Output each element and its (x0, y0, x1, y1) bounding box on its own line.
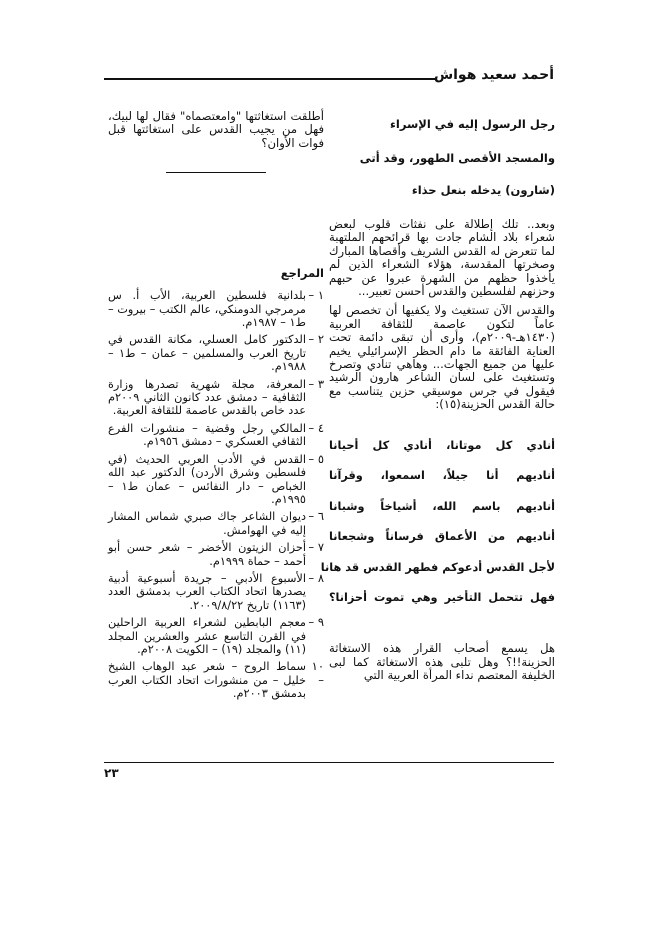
reference-text: الأسبوع الأدبي – جريدة أسبوعية أدبية يصدرها اتحاد الكتاب العرب بدمشق العدد (١١٦٣) تاريخ ٢٠٠٩/٨/٢٢. (108, 571, 306, 612)
header-rule (104, 78, 436, 80)
heading-line-1: رجل الرسول إليه في الإسراء (390, 117, 555, 131)
reference-text: سماط الروح – شعر عبد الوهاب الشيخ خليل – من منشورات اتحاد الكتاب العرب بدمشق ٢٠٠٣م. (108, 660, 306, 701)
reference-number: ٥ – (308, 451, 324, 466)
references-title: المراجع (280, 266, 324, 281)
page-header (104, 66, 554, 88)
reference-item (108, 510, 324, 537)
left-column (108, 106, 324, 705)
reference-text: أحزان الزيتون الأخضر – شعر حسن أبو أحمد – حماة ١٩٩٩م. (108, 541, 306, 568)
verse-line-1: أنادي كل موتانا، أنادي كل أحيانا (329, 438, 555, 452)
section-separator (166, 172, 266, 173)
reference-number: ٧ – (308, 540, 324, 555)
heading-line-3: (شارون) يدخله بنعل حذاء (411, 183, 555, 197)
reference-text: المعرفة، مجلة شهرية تصدرها وزارة الثقافية – دمشق عدد كانون الثاني ٢٠٠٩م عدد خاص بالقدس عاصمة للثقافة العربية. (108, 377, 306, 418)
reference-item (108, 541, 324, 568)
author-name: أحمد سعيد هواش (433, 67, 554, 83)
references-list (108, 289, 324, 700)
reference-text: معجم البابطين لشعراء العربية الراحلين في القرن التاسع عشر والعشرين المجلد (١١) والمجلد (١٩) – الكويت ٢٠٠٨م. (108, 616, 306, 656)
reference-number: ٢ – (308, 332, 324, 347)
page-number: ٢٣ (104, 766, 119, 780)
reference-number: ٣ – (308, 376, 324, 391)
reference-item (108, 660, 324, 700)
reference-number: ٨ – (308, 570, 324, 585)
reference-item (108, 333, 324, 373)
reference-text: القدس في الأدب العربي الحديث (في فلسطين وشرق الأردن) الدكتور عبد الله الخباص – دار النفائس – عمان ط١ – ١٩٩٥م. (108, 452, 306, 506)
reference-text: المالكي رجل وقضية – منشورات الفرع الثقافي العسكري – دمشق ١٩٥٦م. (108, 421, 306, 449)
verse-line-2: أناديهم أنا جيلاً، اسمعوا، وقرآنا (329, 469, 555, 483)
reference-number: ٤ – (308, 420, 324, 435)
footer-rule (104, 762, 554, 763)
reference-item (108, 572, 324, 612)
reference-number: ١٠ – (311, 659, 324, 687)
paragraph-2: والقدس الآن تستغيث ولا يكفيها أن تخصص لها عاماً لتكون عاصمة للثقافة العربية (١٤٣٠هـ-٢٠٠٩م)، وأرى أن تبقى دائمة تحت العناية الفائقة ما دام الحظر الإسرائيلي يخيم عليها من جميع الجهات... وهاهي تنادي وتصرخ وتستغيث على لسان الشاعر هارون الرشيد فيقول في جرس موسيقي حزين يتناسب مع حالة القدس الحزينة(١٥): (329, 303, 555, 412)
reference-item (108, 453, 324, 507)
reference-number: ١ – (308, 288, 324, 303)
verse-line-5: لأجل القدس أدعوكم فطهر القدس قد هانا (320, 560, 555, 574)
reference-item (108, 289, 324, 329)
reference-item (108, 422, 324, 449)
reference-item (108, 616, 324, 656)
heading-line-2: والمسجد الأقصى الطهور، وقد أتى (359, 151, 555, 165)
verse-line-3: أناديهم باسم الله، أشياخاً وشبانا (329, 499, 555, 513)
verse-line-6: فهل تتحمل التأخير وهي تموت أحزانا؟ (329, 591, 555, 605)
reference-text: بلدانية فلسطين العربية، الأب أ. س مرمرجي الدومنكي، عالم الكتب – بيروت – ط١ – ١٩٨٧م. (108, 289, 306, 330)
paragraph-3: هل يسمع أصحاب القرار هذه الاستغاثة الحزينة!!؟ وهل تلبى هذه الاستغاثة كما لبى الخليفة المعتصم نداء المرأة العربية التي (329, 641, 555, 682)
reference-item (108, 378, 324, 418)
paragraph-1: وبعد.. تلك إطلالة على نفثات قلوب لبعض شعراء بلاد الشام جادت بها قرائحهم الملتهبة لما تتعرض له القدس الشريف وأقصاها المبارك وصخرتها المقدسة، هؤلاء الشعراء الذين لم يأخذوا حظهم من الشهرة عبروا عن حبهم وحزنهم لفلسطين والقدس أحسن تعبير... (329, 217, 555, 299)
continuation-paragraph: أطلقت استغاثتها "وامعتصماه" فقال لها لبيك، فهل من يجيب القدس على استغاثتها قبل فوات الأوان؟ (108, 109, 324, 150)
right-column (320, 106, 555, 682)
reference-text: ديوان الشاعر جاك صبري شماس المشار إليه في الهوامش. (108, 510, 306, 537)
verse-line-4: أناديهم من الأعماق فرساناً وشجعانا (329, 530, 555, 544)
reference-number: ٩ – (308, 615, 324, 630)
reference-number: ٦ – (308, 509, 324, 524)
reference-text: الدكتور كامل العسلي، مكانة القدس في تاريخ العرب والمسلمين – عمان – ط١ – ١٩٨٨م. (108, 333, 306, 374)
